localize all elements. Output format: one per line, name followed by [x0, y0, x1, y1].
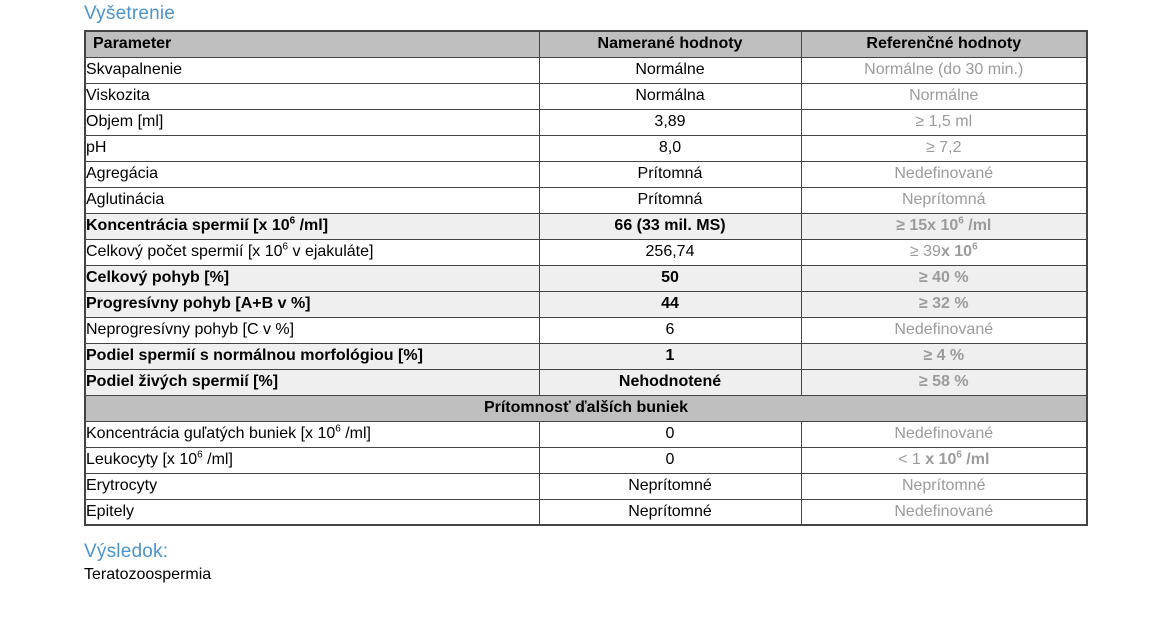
superscript-6: 6 — [335, 423, 341, 435]
column-header-reference: Referenčné hodnoty — [801, 31, 1087, 57]
reference-segment: ≥ 15x $10^6$ /ml — [896, 215, 992, 234]
parameter-cell: Neprogresívny pohyb [C v %] — [85, 317, 539, 343]
page-title: Vyšetrenie — [84, 3, 176, 24]
parameter-cell: Viskozita — [85, 83, 539, 109]
reference-value-cell — [801, 291, 1087, 317]
parameter-cell: Progresívny pohyb [A+B v %] — [85, 291, 539, 317]
superscript-6: 6 — [282, 241, 289, 253]
measured-value-cell: 0 — [539, 447, 801, 473]
reference-segment: ≥ 7,2 — [926, 139, 962, 156]
table-row — [85, 109, 1087, 135]
superscript-6: 6 — [289, 215, 296, 227]
parameter-cell: Celkový pohyb [%] — [85, 265, 539, 291]
table-row — [85, 447, 1087, 473]
measured-value-cell: Neprítomné — [539, 499, 801, 525]
reference-segment: Nedefinované — [894, 425, 994, 442]
column-header-parameter: Parameter — [85, 31, 539, 57]
reference-value-cell — [801, 161, 1087, 187]
parameter-cell: Epitely — [85, 499, 539, 525]
reference-value-cell — [801, 473, 1087, 499]
parameter-cell: pH — [85, 135, 539, 161]
section-header-cell: Prítomnosť ďalších buniek — [85, 395, 1087, 421]
table-row — [85, 499, 1087, 525]
reference-value-cell — [801, 57, 1087, 83]
measured-value-cell: 0 — [539, 421, 801, 447]
table-row — [85, 213, 1087, 239]
table-row — [85, 317, 1087, 343]
parameter-cell: Podiel spermií s normálnou morfológiou [%] — [85, 343, 539, 369]
parameter-cell: Koncentrácia spermií [x $10^6$ /ml] — [85, 213, 539, 239]
table-row — [85, 161, 1087, 187]
reference-segment: Neprítomná — [901, 191, 986, 208]
reference-segment: ≥ 1,5 ml — [915, 113, 973, 130]
reference-value-cell — [801, 135, 1087, 161]
measured-value-cell: 256,74 — [539, 239, 801, 265]
reference-value-cell — [801, 343, 1087, 369]
reference-value-cell — [801, 83, 1087, 109]
parameter-cell: Skvapalnenie — [85, 57, 539, 83]
reference-value-cell — [801, 499, 1087, 525]
measured-value-cell: Neprítomné — [539, 473, 801, 499]
reference-segment: x $10^6$ — [940, 241, 978, 260]
reference-segment: Normálne (do 30 min.) — [864, 61, 1024, 78]
parameter-cell: Podiel živých spermií [%] — [85, 369, 539, 395]
parameter-cell: Leukocyty [x $10^6$ /ml] — [85, 447, 539, 473]
reference-segment: ≥ 32 % — [918, 295, 969, 312]
table-row — [85, 291, 1087, 317]
reference-segment: ≥ 40 % — [918, 269, 969, 286]
measured-value-cell: Prítomná — [539, 187, 801, 213]
superscript-6: 6 — [958, 215, 964, 227]
table-row — [85, 369, 1087, 395]
reference-value-cell — [801, 187, 1087, 213]
reference-segment: Normálne — [909, 87, 979, 104]
table-row — [85, 135, 1087, 161]
reference-segment: ≥ 4 % — [923, 347, 965, 364]
reference-value-cell — [801, 447, 1087, 473]
measured-value-cell: 50 — [539, 265, 801, 291]
superscript-6: 6 — [197, 449, 203, 461]
measured-value-cell: 6 — [539, 317, 801, 343]
reference-segment: x $10^6$ /ml — [925, 449, 990, 468]
table-row — [85, 421, 1087, 447]
result-value: Teratozoospermia — [84, 566, 212, 583]
reference-value-cell — [801, 369, 1087, 395]
reference-segment: < 1 — [898, 451, 926, 468]
table-row — [85, 83, 1087, 109]
parameter-cell: Agregácia — [85, 161, 539, 187]
measured-value-cell: 8,0 — [539, 135, 801, 161]
measured-value-cell: Nehodnotené — [539, 369, 801, 395]
reference-segment: ≥ 58 % — [918, 373, 969, 390]
parameter-cell: Erytrocyty — [85, 473, 539, 499]
reference-value-cell — [801, 109, 1087, 135]
column-header-measured: Namerané hodnoty — [539, 31, 801, 57]
reference-value-cell — [801, 421, 1087, 447]
parameter-cell: Celkový počet spermií [x $10^6$ v ejakuláte] — [85, 239, 539, 265]
superscript-6: 6 — [956, 449, 962, 461]
reference-segment: Nedefinované — [894, 165, 994, 182]
table-row — [85, 239, 1087, 265]
result-label: Výsledok: — [84, 541, 169, 562]
measured-value-cell: 3,89 — [539, 109, 801, 135]
table-row — [85, 265, 1087, 291]
reference-segment: ≥ 39 — [909, 243, 941, 260]
reference-value-cell — [801, 317, 1087, 343]
table-body — [85, 57, 1087, 525]
examination-table — [84, 30, 1088, 526]
table-row — [85, 57, 1087, 83]
measured-value-cell: Prítomná — [539, 161, 801, 187]
reference-value-cell — [801, 213, 1087, 239]
measured-value-cell: 66 (33 mil. MS) — [539, 213, 801, 239]
parameter-cell: Aglutinácia — [85, 187, 539, 213]
reference-segment: Nedefinované — [894, 321, 994, 338]
reference-segment: Nedefinované — [894, 502, 994, 520]
measured-value-cell: Normálna — [539, 83, 801, 109]
reference-segment: Neprítomné — [901, 477, 986, 494]
table-row — [85, 343, 1087, 369]
reference-value-cell — [801, 265, 1087, 291]
reference-value-cell — [801, 239, 1087, 265]
parameter-cell: Koncentrácia guľatých buniek [x $10^6$ /ml] — [85, 421, 539, 447]
parameter-cell: Objem [ml] — [85, 109, 539, 135]
table-row — [85, 187, 1087, 213]
superscript-6: 6 — [972, 241, 978, 253]
section-header-row — [85, 395, 1087, 421]
measured-value-cell: Normálne — [539, 57, 801, 83]
measured-value-cell: 44 — [539, 291, 801, 317]
measured-value-cell: 1 — [539, 343, 801, 369]
table-row — [85, 473, 1087, 499]
table-header-row — [85, 31, 1087, 57]
